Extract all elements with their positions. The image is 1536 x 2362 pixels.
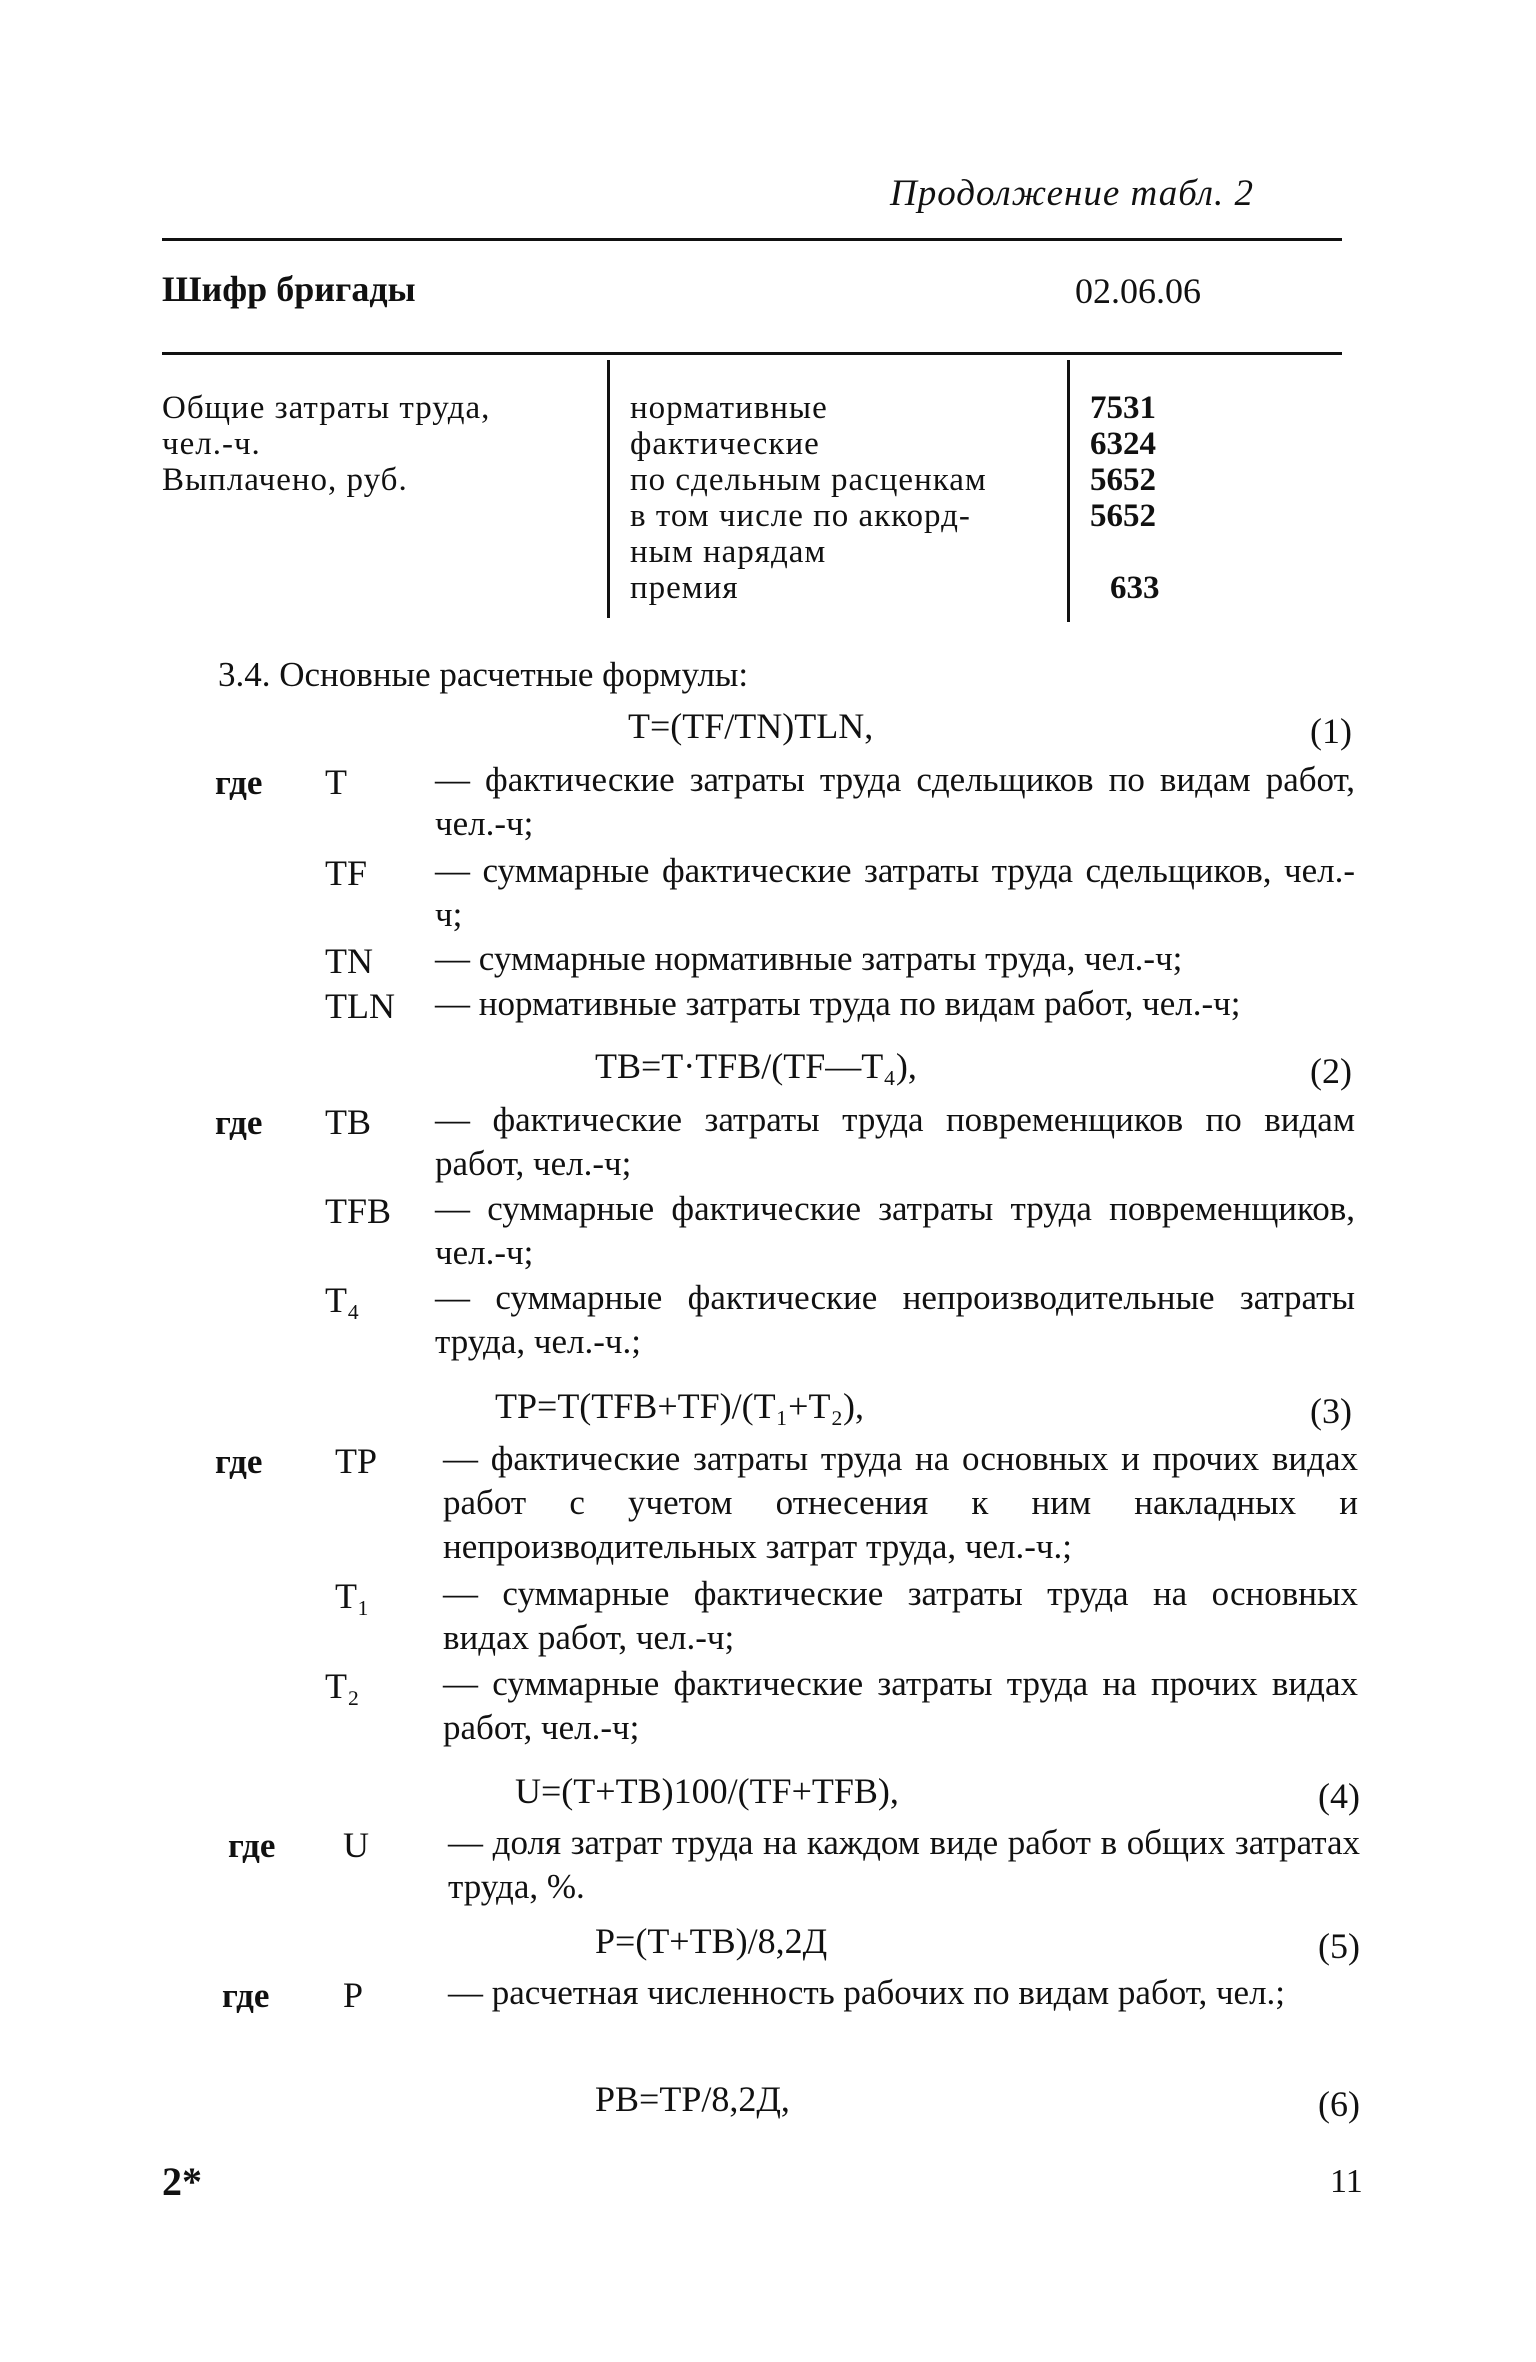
- definition-symbol: TLN: [325, 986, 395, 1026]
- table-middle-line: ным нарядам: [630, 534, 827, 570]
- definition-symbol: TB: [325, 1102, 372, 1142]
- definition-text: — суммарные фактические затраты труда сдельщиков, чел.-ч;: [435, 851, 1355, 934]
- where-word: где: [215, 1442, 263, 1481]
- table-left-line: Выплачено, руб.: [162, 462, 408, 498]
- formula-number: (6): [1318, 2084, 1360, 2124]
- definition-text: — доля затрат труда на каждом виде работ в общих затратах труда, %.: [448, 1823, 1360, 1906]
- page-number: 11: [1330, 2163, 1363, 2200]
- table-middle-line: фактические: [630, 426, 820, 462]
- definition-symbol: TF: [325, 853, 368, 893]
- definition-text: — суммарные фактические непроизводительные затраты труда, чел.-ч.;: [435, 1278, 1355, 1361]
- table-value: [1090, 534, 1160, 570]
- formula: P=(T+TB)/8,2Д: [595, 1921, 828, 1961]
- definition-text: — фактические затраты труда на основных и прочих видах работ с учетом отнесения к ним накладных и непроизводительных затрат труда, чел.-ч.;: [443, 1439, 1358, 1566]
- table-value: 5652: [1090, 462, 1156, 498]
- definition-symbol: T₂: [325, 1666, 360, 1706]
- definition-text: — суммарные фактические затраты труда повременщиков, чел.-ч;: [435, 1189, 1355, 1272]
- top-rule: [162, 238, 1342, 241]
- signature-mark: 2*: [162, 2159, 202, 2204]
- table-middle-line: нормативные: [630, 390, 828, 426]
- definition-symbol: T: [325, 762, 347, 802]
- definition-symbol: TFB: [325, 1191, 392, 1231]
- table-rule: [162, 352, 1342, 355]
- table-middle-line: премия: [630, 570, 739, 606]
- definition-symbol: TP: [335, 1441, 378, 1481]
- formula: PB=TP/8,2Д,: [595, 2079, 790, 2119]
- definition-symbol: P: [343, 1975, 364, 2015]
- formula-number: (4): [1318, 1776, 1360, 1816]
- table-value: 5652: [1090, 498, 1156, 534]
- table-left-column: [162, 390, 490, 498]
- table-left-line: чел.-ч.: [162, 426, 261, 462]
- table-value: 6324: [1090, 426, 1156, 462]
- formula: TP=T(TFB+TF)/(T₁+T₂),: [495, 1386, 864, 1426]
- definition-text: — суммарные нормативные затраты труда, чел.-ч;: [435, 939, 1183, 978]
- formula-number: (3): [1310, 1391, 1352, 1431]
- table-continuation-header: Продолжение табл. 2: [890, 173, 1255, 214]
- section-title: 3.4. Основные расчетные формулы:: [218, 655, 749, 694]
- definition-text: — фактические затраты труда повременщиков по видам работ, чел.-ч;: [435, 1100, 1355, 1183]
- definition-text: — суммарные фактические затраты труда на прочих видах работ, чел.-ч;: [443, 1664, 1358, 1747]
- table-middle-column: [630, 390, 987, 606]
- definition-text: — расчетная численность рабочих по видам работ, чел.;: [448, 1973, 1286, 2012]
- brigade-code-value: 02.06.06: [1075, 271, 1201, 311]
- definition-symbol: U: [343, 1825, 369, 1865]
- formula-number: (1): [1310, 711, 1352, 751]
- where-word: где: [222, 1976, 270, 2015]
- where-word: где: [215, 763, 263, 802]
- formula-number: (2): [1310, 1051, 1352, 1091]
- table-middle-line: по сдельным расценкам: [630, 462, 987, 498]
- definition-symbol: T₄: [325, 1280, 360, 1320]
- table-divider-1: [607, 360, 610, 618]
- table-left-line: Общие затраты труда,: [162, 390, 491, 426]
- formula: TB=T·TFB/(TF—T₄),: [595, 1046, 917, 1086]
- table-right-column: [1090, 390, 1160, 606]
- table-middle-line: в том числе по аккорд-: [630, 498, 971, 534]
- formula: T=(TF/TN)TLN,: [628, 706, 874, 746]
- table-value: 633: [1110, 570, 1160, 606]
- definition-symbol: TN: [325, 941, 373, 981]
- definition-text: — нормативные затраты труда по видам работ, чел.-ч;: [435, 984, 1241, 1023]
- table-divider-2: [1067, 360, 1070, 622]
- table-value: 7531: [1090, 390, 1156, 426]
- definition-symbol: T₁: [335, 1576, 370, 1616]
- definition-text: — фактические затраты труда сдельщиков по видам работ, чел.-ч;: [435, 760, 1355, 843]
- where-word: где: [228, 1826, 276, 1865]
- formula-number: (5): [1318, 1926, 1360, 1966]
- definition-text: — суммарные фактические затраты труда на основных видах работ, чел.-ч;: [443, 1574, 1358, 1657]
- brigade-code-label: Шифр бригады: [162, 269, 416, 309]
- formula: U=(T+TB)100/(TF+TFB),: [515, 1771, 899, 1811]
- where-word: где: [215, 1103, 263, 1142]
